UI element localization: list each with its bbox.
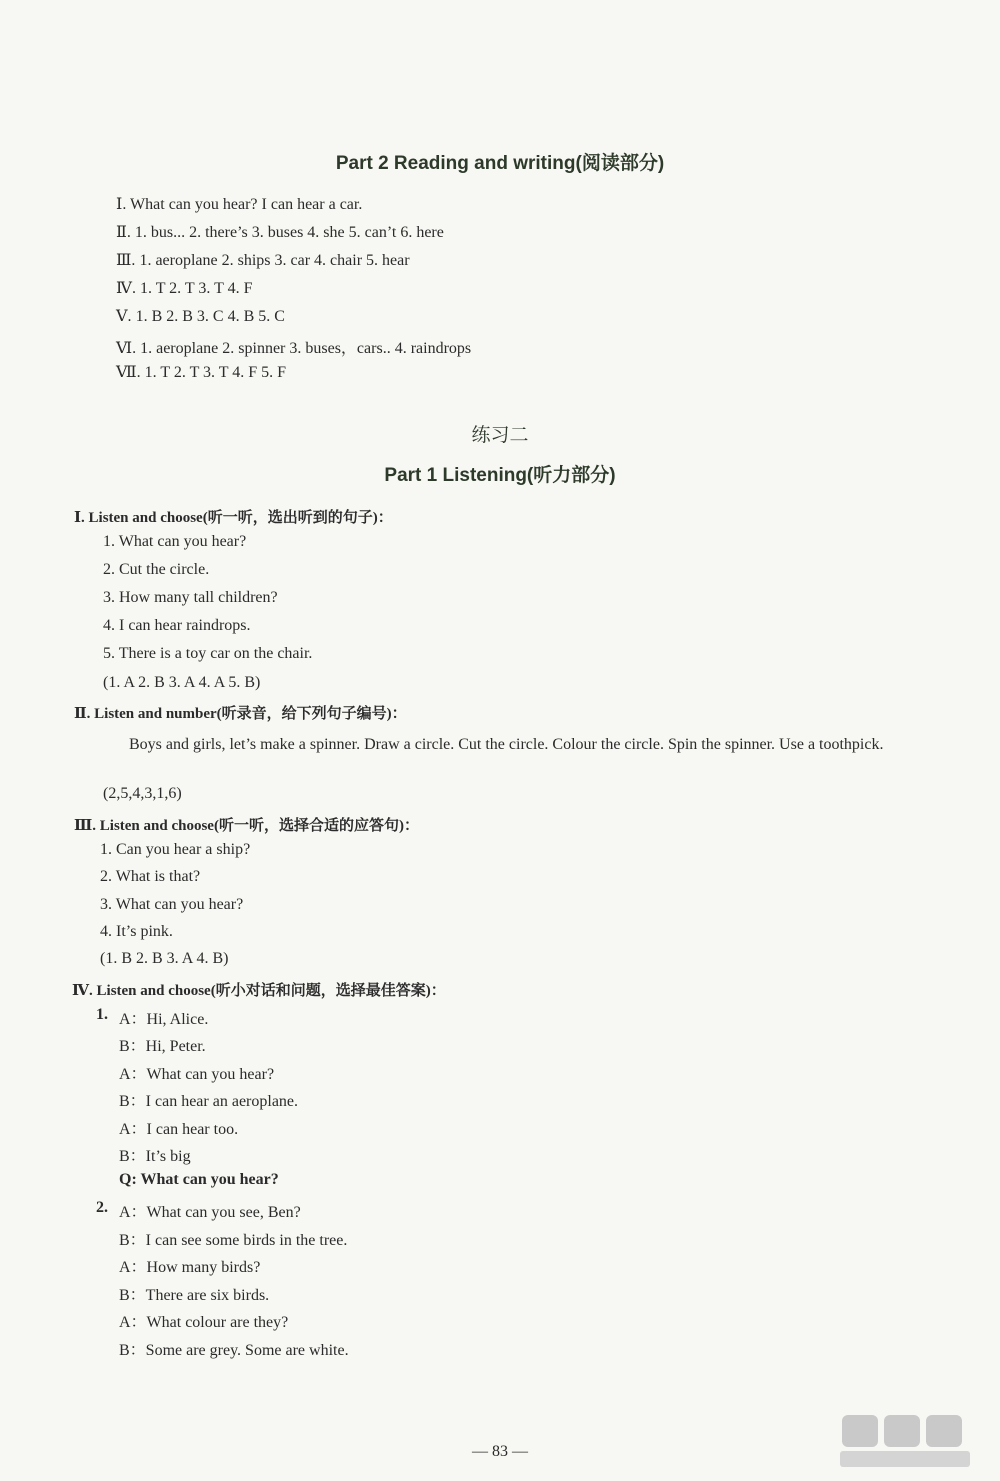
dialogue-2-number: 2. [96, 1199, 108, 1216]
dialogue-1-question: Q: What can you hear? [119, 1171, 279, 1188]
reading-row-2: Ⅱ. 1. bus... 2. there’s 3. buses 4. she 5. can’t 6. here [116, 224, 444, 241]
section-3-item: 1. Can you hear a ship? [100, 841, 251, 858]
part1-title: Part 1 Listening(听力部分) [384, 465, 616, 486]
part2-title: Part 2 Reading and writing(阅读部分) [335, 153, 665, 174]
section-1-item: 4. I can hear raindrops. [103, 617, 251, 634]
watermark-logo [836, 1411, 976, 1471]
dialogue-line: B：There are six birds. [119, 1287, 270, 1304]
section-2-paragraph: Boys and girls, let’s make a spinner. Draw a circle. Cut the circle. Colour the circle. Spin the spinner. Use a toothpick. [129, 736, 884, 753]
reading-row-1: Ⅰ. What can you hear? I can hear a car. [116, 196, 363, 213]
exercise-title: 练习二 [471, 424, 529, 446]
dialogue-line: B：I can see some birds in the tree. [119, 1232, 348, 1249]
section-1-item: 3. How many tall children? [103, 589, 278, 606]
section-1-heading: Ⅰ. Listen and choose(听一听，选出听到的句子)： [74, 510, 393, 526]
section-1-answer: (1. A 2. B 3. A 4. A 5. B) [103, 674, 261, 691]
reading-row-3: Ⅲ. 1. aeroplane 2. ships 3. car 4. chair 5. hear [116, 252, 410, 269]
dialogue-line: A：What can you see, Ben? [119, 1204, 301, 1221]
dialogue-line: A：What can you hear? [119, 1066, 275, 1083]
reading-row-4: Ⅳ. 1. T 2. T 3. T 4. F [116, 280, 253, 297]
section-1-item: 1. What can you hear? [103, 533, 247, 550]
dialogue-line: A：What colour are they? [119, 1314, 289, 1331]
section-3-heading: Ⅲ. Listen and choose(听一听，选择合适的应答句)： [74, 818, 419, 834]
section-4-heading: Ⅳ. Listen and choose(听小对话和问题，选择最佳答案)： [72, 983, 446, 999]
section-2-heading: Ⅱ. Listen and number(听录音，给下列句子编号)： [74, 706, 407, 722]
section-3-answer: (1. B 2. B 3. A 4. B) [100, 950, 229, 967]
page-number: — 83 — [472, 1443, 528, 1460]
dialogue-line: A：How many birds? [119, 1259, 261, 1276]
section-1-item: 2. Cut the circle. [103, 561, 210, 578]
dialogue-line: B：Hi, Peter. [119, 1038, 206, 1055]
section-2-answer: (2,5,4,3,1,6) [103, 785, 182, 802]
dialogue-line: B：I can hear an aeroplane. [119, 1093, 299, 1110]
dialogue-1-number: 1. [96, 1006, 108, 1023]
section-3-item: 3. What can you hear? [100, 896, 244, 913]
section-1-item: 5. There is a toy car on the chair. [103, 645, 313, 662]
section-3-item: 2. What is that? [100, 868, 201, 885]
reading-row-6: Ⅵ. 1. aeroplane 2. spinner 3. buses，cars.. 4. raindrops [116, 340, 472, 357]
dialogue-line: A：I can hear too. [119, 1121, 239, 1138]
dialogue-line: A：Hi, Alice. [119, 1011, 209, 1028]
section-3-item: 4. It’s pink. [100, 923, 173, 940]
reading-row-7: Ⅶ. 1. T 2. T 3. T 4. F 5. F [116, 364, 287, 381]
reading-row-5: Ⅴ. 1. B 2. B 3. C 4. B 5. C [116, 308, 285, 325]
dialogue-line: B：Some are grey. Some are white. [119, 1342, 349, 1359]
dialogue-line: B：It’s big [119, 1148, 191, 1165]
